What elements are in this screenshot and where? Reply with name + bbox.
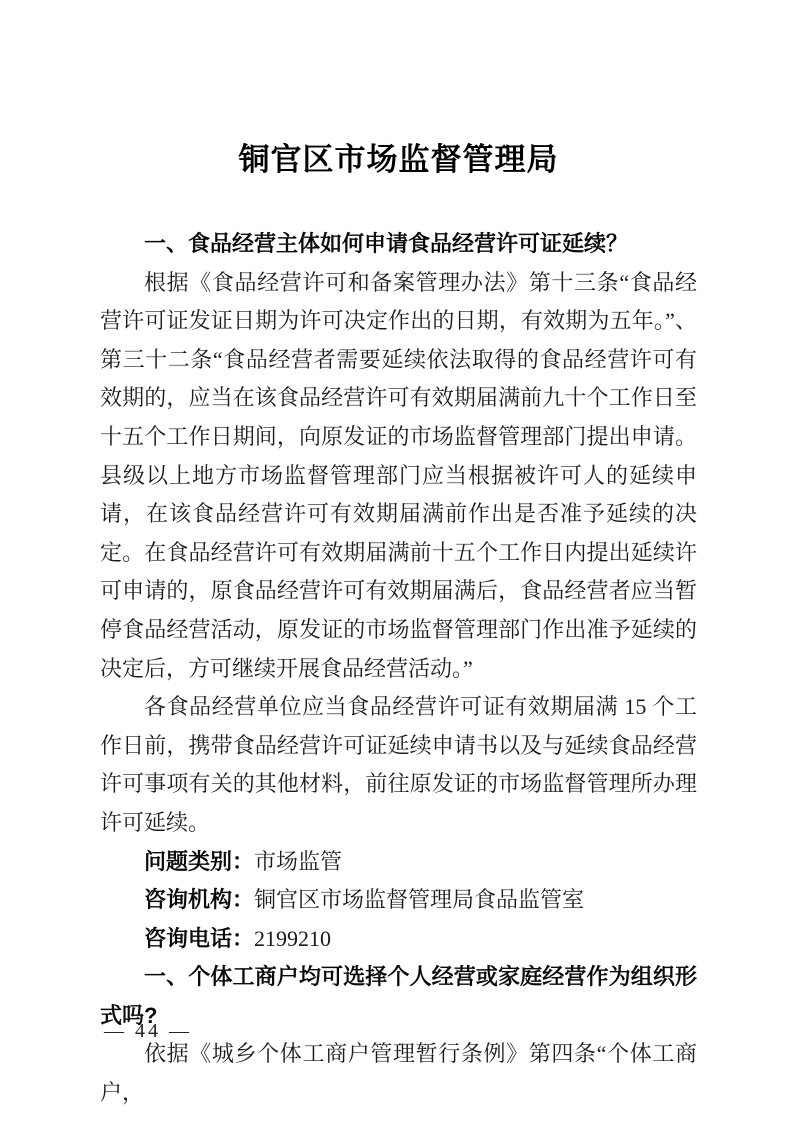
paragraph-application-instructions: 各食品经营单位应当食品经营许可证有效期届满 15 个工作日前，携带食品经营许可证延续申请书以及与延续食品经营许可事项有关的其他材料，前往原发证的市场监督管理所办理许可延续。 xyxy=(100,694,697,835)
meta-line-agency xyxy=(100,881,697,920)
question-heading-food-license-renewal: 一、食品经营主体如何申请食品经营许可证延续？ xyxy=(144,231,629,256)
meta-label-category: 问题类别： xyxy=(144,848,255,874)
document-content xyxy=(100,0,697,1113)
document-title: 铜官区市场监督管理局 xyxy=(238,142,559,177)
meta-value-phone: 2199210 xyxy=(254,925,332,951)
page-number: — 44 — xyxy=(104,1020,192,1042)
meta-value-agency: 铜官区市场监督管理局食品监管室 xyxy=(254,887,585,913)
meta-label-agency: 咨询机构： xyxy=(144,887,255,913)
meta-value-category: 市场监管 xyxy=(254,848,343,874)
question-heading-individual-business: 一、个体工商户均可选择个人经营或家庭经营作为组织形式吗? xyxy=(100,964,697,1028)
meta-line-phone xyxy=(100,920,697,959)
paragraph-individual-business-basis: 依据《城乡个体工商户管理暂行条例》第四条“个体工商户， xyxy=(100,1041,697,1106)
meta-label-phone: 咨询电话： xyxy=(144,925,255,951)
meta-line-category xyxy=(100,843,697,882)
paragraph-regulation-basis: 根据《食品经营许可和备案管理办法》第十三条“食品经营许可证发证日期为许可决定作出的日期，有效期为五年。”、第三十二条“食品经营者需要延续依法取得的食品经营许可有效期的，应当在该食品经营许可有效期届满前九十个工作日至十五个工作日期间，向原发证的市场监督管理部门提出申请。县级以上地方市场监督管理部门应当根据被许可人的延续申请，在该食品经营许可有效期届满前作出是否准予延续的决定。在食品经营许可有效期届满前十五个工作日内提出延续许可申请的，原食品经营许可有效期届满后，食品经营者应当暂停食品经营活动，原发证的市场监督管理部门作出准予延续的决定后，方可继续开展食品经营活动。” xyxy=(100,269,697,681)
